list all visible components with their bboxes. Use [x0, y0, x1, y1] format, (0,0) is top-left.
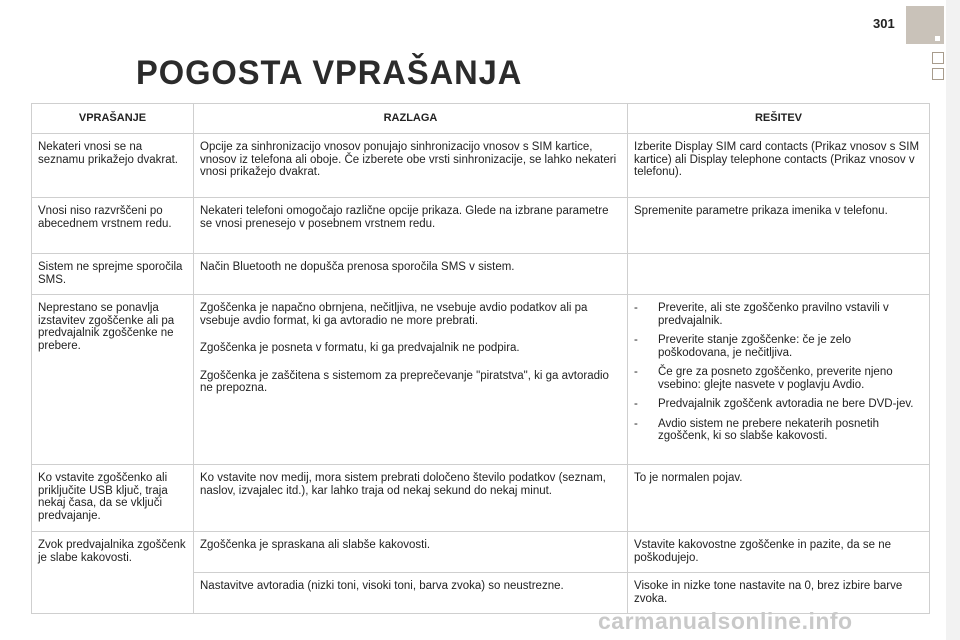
explanation-text: Zgoščenka je posneta v formatu, ki ga predvajalnik ne podpira. — [200, 342, 520, 354]
question-cell: Vnosi niso razvrščeni po abecednem vrstnem redu. — [32, 198, 194, 254]
question-cell: Zvok predvajalnika zgoščenk je slabe kakovosti. — [32, 532, 194, 614]
explanation-text: Ko vstavite nov medij, mora sistem prebrati določeno število podatkov (seznam, naslov, izvajalec itd.), kar lahko traja od nekaj sekund do nekaj minut. — [200, 472, 606, 497]
page-edge-strip — [946, 0, 960, 640]
explanation-text: Zgoščenka je napačno obrnjena, nečitljiva, ne vsebuje avdio podatkov ali pa vsebuje avdio format, ki ga avtoradio ne more prebrati. — [200, 302, 588, 327]
table-row — [32, 254, 930, 295]
question-cell: Ko vstavite zgoščenko ali priključite USB ključ, traja nekaj časa, da se vključi predvajanje. — [32, 465, 194, 532]
page-title: POGOSTA VPRAŠANJA — [136, 54, 523, 92]
table-row — [32, 134, 930, 198]
solution-cell — [628, 295, 930, 465]
explanation-cell — [194, 532, 628, 573]
explanation-cell — [194, 465, 628, 532]
header-solution: REŠITEV — [628, 104, 930, 134]
header-explanation: RAZLAGA — [194, 104, 628, 134]
watermark: carmanualsonline.info — [598, 608, 853, 634]
list-item: - Avdio sistem ne prebere nekaterih posnetih zgoščenk, ki so slabše kakovosti. — [634, 417, 879, 442]
explanation-cell — [194, 134, 628, 198]
solution-cell: Visoke in nizke tone nastavite na 0, brez izbire barve zvoka. — [628, 573, 930, 614]
explanation-text: Opcije za sinhronizacijo vnosov ponujajo sinhronizacijo vnosov s SIM kartice, vnosov iz telefona ali oboje. Če izberete obe vrsti sinhronizacije, se lahko nekateri vnosi prikažejo dvakrat. — [200, 141, 617, 178]
list-item: - Če gre za posneto zgoščenko, preverite njeno vsebino: glejte nasvete v poglavju Avdio. — [634, 366, 893, 391]
table-row — [32, 532, 930, 573]
table-row — [32, 198, 930, 254]
solution-item-text: Predvajalnik zgoščenk avtoradia ne bere DVD-jev. — [658, 398, 914, 410]
explanation-text: Način Bluetooth ne dopušča prenosa sporočila SMS v sistem. — [200, 261, 515, 273]
explanation-cell — [194, 295, 628, 465]
explanation-cell — [194, 254, 628, 295]
solution-cell: Spremenite parametre prikaza imenika v telefonu. — [628, 198, 930, 254]
solution-cell — [628, 254, 930, 295]
list-item: - Preverite, ali ste zgoščenko pravilno vstavili v predvajalnik. — [634, 302, 889, 327]
table-row — [32, 295, 930, 465]
faq-table — [31, 103, 930, 614]
solution-item-text: Preverite, ali ste zgoščenko pravilno vstavili v predvajalnik. — [658, 302, 889, 327]
question-cell: Nekateri vnosi se na seznamu prikažejo dvakrat. — [32, 134, 194, 198]
header-question: VPRAŠANJE — [32, 104, 194, 134]
list-item: - Preverite stanje zgoščenke: če je zelo poškodovana, je nečitljiva. — [634, 334, 852, 359]
page-number: 301 — [873, 16, 895, 31]
solution-cell: Izberite Display SIM card contacts (Prikaz vnosov s SIM kartice) ali Display telephone contacts (Prikaz vnosov v telefonu). — [628, 134, 930, 198]
explanation-text: Nekateri telefoni omogočajo različne opcije prikaza. Glede na izbrane parametre se vnosi prenesejo v posebnem vrstnem redu. — [200, 205, 609, 230]
table-header-row — [32, 104, 930, 134]
solution-cell: Vstavite kakovostne zgoščenke in pazite, da se ne poškodujejo. — [628, 532, 930, 573]
solution-list — [634, 302, 924, 443]
question-cell: Sistem ne sprejme sporočila SMS. — [32, 254, 194, 295]
explanation-cell — [194, 573, 628, 614]
solution-item-text: Avdio sistem ne prebere nekaterih posnetih zgoščenk, ki so slabše kakovosti. — [658, 417, 879, 442]
table-row — [32, 465, 930, 532]
solution-cell: To je normalen pojav. — [628, 465, 930, 532]
question-cell: Neprestano se ponavlja izstavitev zgoščenke ali pa predvajalnik zgoščenke ne prebere. — [32, 295, 194, 465]
explanation-cell — [194, 198, 628, 254]
chapter-index-box-2 — [932, 68, 944, 80]
chapter-index-box-1 — [932, 52, 944, 64]
explanation-text: Zgoščenka je zaščitena s sistemom za preprečevanje "piratstva", ki ga avtoradio ne prepozna. — [200, 369, 609, 394]
explanation-text: Zgoščenka je spraskana ali slabše kakovosti. — [200, 539, 431, 551]
solution-item-text: Če gre za posneto zgoščenko, preverite njeno vsebino: glejte nasvete v poglavju Avdio. — [658, 366, 893, 391]
solution-item-text: Preverite stanje zgoščenke: če je zelo poškodovana, je nečitljiva. — [658, 334, 852, 359]
explanation-text: Nastavitve avtoradia (nizki toni, visoki toni, barva zvoka) so neustrezne. — [200, 580, 564, 592]
list-item: - Predvajalnik zgoščenk avtoradia ne bere DVD-jev. — [634, 398, 914, 410]
chapter-tab-dot — [935, 36, 940, 41]
chapter-tab-marker — [906, 6, 944, 44]
